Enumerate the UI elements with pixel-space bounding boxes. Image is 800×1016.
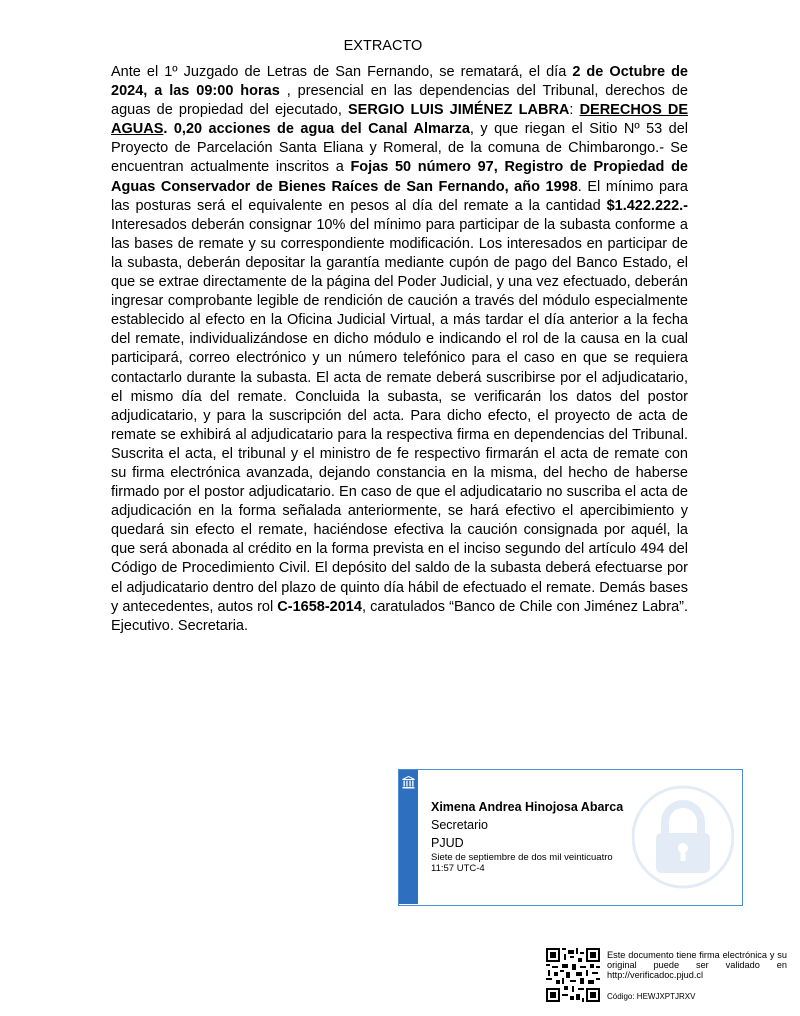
signature-timestamp	[431, 852, 613, 874]
defendant-name: SERGIO LUIS JIMÉNEZ LABRA	[348, 102, 570, 119]
document-body	[111, 63, 688, 636]
body-text-segment: :	[569, 102, 580, 119]
minimum-bid: $1.422.222.-	[606, 197, 688, 214]
body-text-segment: , presencial en las dependencias del Tribunal, derechos de aguas de propiedad del ejecutado,	[111, 83, 688, 119]
document-title: EXTRACTO	[343, 38, 423, 54]
signer-name: Ximena Andrea Hinojosa Abarca	[431, 800, 624, 814]
signature-box	[398, 769, 743, 906]
verification-notice: Este documento tiene firma electrónica y su original puede ser validado en http://verificadoc.pjud.cl	[607, 950, 787, 980]
signer-role: Secretario	[431, 818, 488, 832]
signer-organization: PJUD	[431, 836, 464, 850]
bank-icon	[402, 776, 415, 789]
water-shares: . 0,20 acciones de agua del Canal Almarza	[163, 121, 470, 138]
body-text-segment: Ante el 1º Juzgado de Letras de San Fernando, se rematará, el día	[111, 64, 573, 80]
body-text-segment: . El mínimo para las posturas será el equivalente en pesos al día del remate a la cantidad	[111, 178, 688, 214]
lock-icon	[632, 784, 734, 890]
signature-date: Siete de septiembre de dos mil veinticuatro	[431, 852, 613, 863]
qr-code-icon	[546, 948, 600, 1002]
auction-date: 2 de Octubre de 2024, a las 09:00 horas	[111, 64, 688, 100]
case-number: C-1658-2014	[277, 598, 362, 615]
verification-code: Código: HEWJXPTJRXV	[607, 992, 696, 1001]
registry-reference: Fojas 50 número 97, Registro de Propiedad de Aguas Conservador de Bienes Raíces de San Fernando, año 1998	[111, 159, 688, 195]
body-text-segment: , caratulados “Banco de Chile con Jiménez Labra”. Ejecutivo. Secretaria.	[111, 598, 688, 634]
signature-time: 11:57 UTC-4	[431, 863, 485, 874]
signature-side-bar	[399, 770, 418, 904]
body-text-segment: , y que riegan el Sitio Nº 53 del Proyecto de Parcelación Santa Eliana y Romeral, de la comuna de Chimbarongo.- Se encuentran actualmente inscritos a	[111, 121, 689, 176]
water-rights-heading: DERECHOS DE AGUAS	[111, 102, 689, 138]
body-text-segment: Interesados deberán consignar 10% del mínimo para participar de la subasta conforme a las bases de remate y su correspondiente modificación. Los interesados en participar de la subasta, deberán depositar la garantía mediante cupón de pago del Banco Estado, el que se extrae directamente de la página del Poder Judicial, y una vez efectuado, deberán ingresar comprobante legible de rendición de caución a través del módulo especialmente establecido al efecto en la Oficina Judicial Virtual, a más tardar el día anterior a la fecha del remate, individualizándose en dicho módulo e indicando el rol de la causa en la cual participará, correo electrónico y un número telefónico para el caso en que se requiera contactarlo durante la subasta. El acta de remate deberá suscribirse por el adjudicatario, el mismo día del remate. Concluida la subasta, se verificarán los datos del postor adjudicatario, y para la suscripción del acta. Para dicho efecto, el proyecto de acta de remate se exhibirá al adjudicatario para la respectiva firma en dependencias del Tribunal. Suscrita el acta, el tribunal y el ministro de fe respectivo firmarán el acta de remate con su firma electrónica avanzada, dejando constancia en la misma, del hecho de haberse firmado por el postor adjudicatario. En caso de que el adjudicatario no suscriba el acta de adjudicación en la forma señalada anteriormente, se hará efectivo el apercibimiento y quedará sin efecto el remate, haciéndose efectiva la caución consignada por aquél, la que será abonada al crédito en la forma prevista en el inciso segundo del artículo 494 del Código de Procedimiento Civil. El depósito del saldo de la subasta deberá efectuarse por el adjudicatario dentro del plazo de quinto día hábil de efectuado el remate. Demás bases y antecedentes, autos rol	[111, 216, 688, 615]
